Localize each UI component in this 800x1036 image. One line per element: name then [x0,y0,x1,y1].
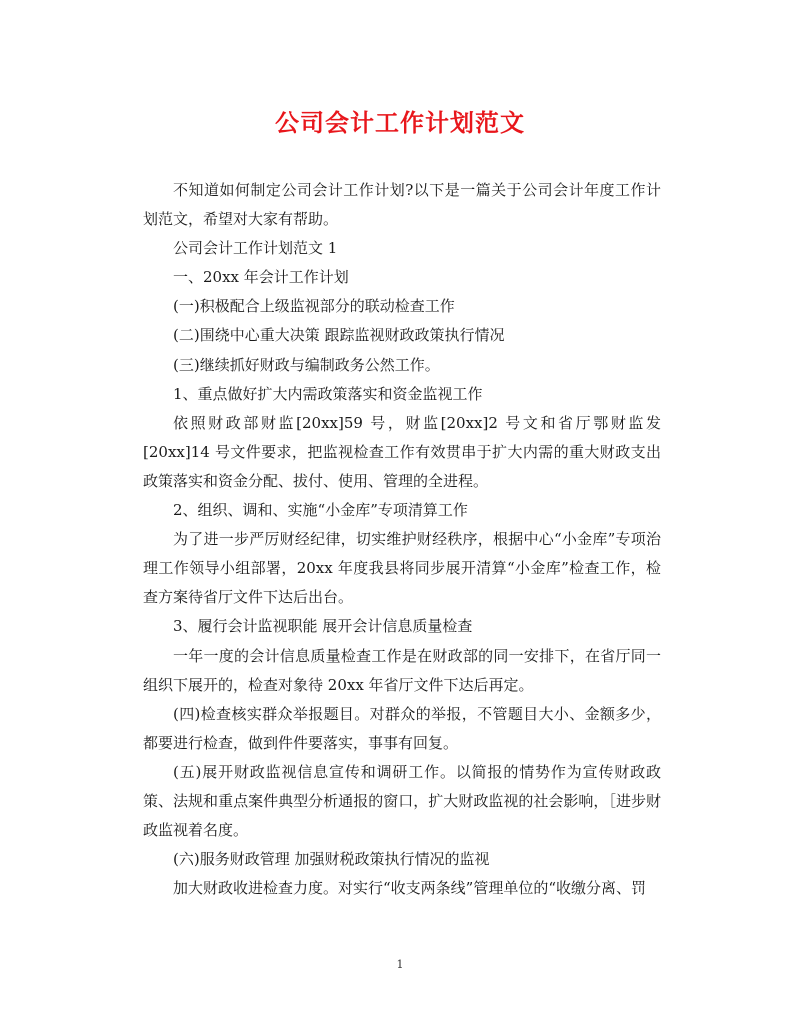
paragraph-subheading-2: 2、组织、调和、实施“小金库”专项清算工作 [173,501,468,520]
paragraph-item-3: (三)继续抓好财政与编制政务公然工作。 [173,355,440,374]
paragraph-item-2: (二)围绕中心重大决策 跟踪监视财政政策执行情况 [173,326,505,345]
paragraph-body-1: 依照财政部财监[20xx]59 号，财监[20xx]2 号文和省厅鄂财监发[20xx]14 号文件要求，把监视检查工作有效贯串于扩大内需的重大财政支出政策落实和资金分配、拔付、使用、管理的全进程。 [143,413,661,490]
paragraph-item-4: (四)检查核实群众举报题目。对群众的举报，不管题目大小、金额多少，都要进行检查，做到件件要落实，事事有回复。 [143,704,661,752]
paragraph-heading-1: 一、20xx 年会计工作计划 [173,268,349,287]
paragraph-subtitle: 公司会计工作计划范文 1 [173,239,338,258]
document-title: 公司会计工作计划范文 [275,108,525,137]
paragraph-subheading-3: 3、履行会计监视职能 展开会计信息质量检查 [173,617,473,636]
paragraph-item-1: (一)积极配合上级监视部分的联动检查工作 [173,297,455,316]
page-number: 1 [396,958,404,971]
paragraph-body-2: 为了进一步严厉财经纪律，切实维护财经秩序，根据中心“小金库”专项治理工作领导小组部署，20xx 年度我县将同步展开清算“小金库”检查工作，检查方案待省厅文件下达后出台。 [143,530,661,607]
paragraph-intro: 不知道如何制定公司会计工作计划?以下是一篇关于公司会计年度工作计划范文，希望对大家有帮助。 [143,181,661,229]
paragraph-item-5: (五)展开财政监视信息宣传和调研工作。以简报的情势作为宣传财政政策、法规和重点案件典型分析通报的窗口，扩大财政监视的社会影响，［进步财政监视着名度。 [143,762,661,840]
document-body [143,176,661,903]
paragraph-item-6: (六)服务财政管理 加强财税政策执行情况的监视 [173,850,490,869]
paragraph-subheading-1: 1、重点做好扩大内需政策落实和资金监视工作 [173,384,483,403]
paragraph-body-3: 一年一度的会计信息质量检查工作是在财政部的同一安排下，在省厅同一组织下展开的，检查对象待 20xx 年省厅文件下达后再定。 [143,646,661,694]
paragraph-body-4: 加大财政收进检查力度。对实行“收支两条线”管理单位的“收缴分离、罚 [173,879,647,898]
